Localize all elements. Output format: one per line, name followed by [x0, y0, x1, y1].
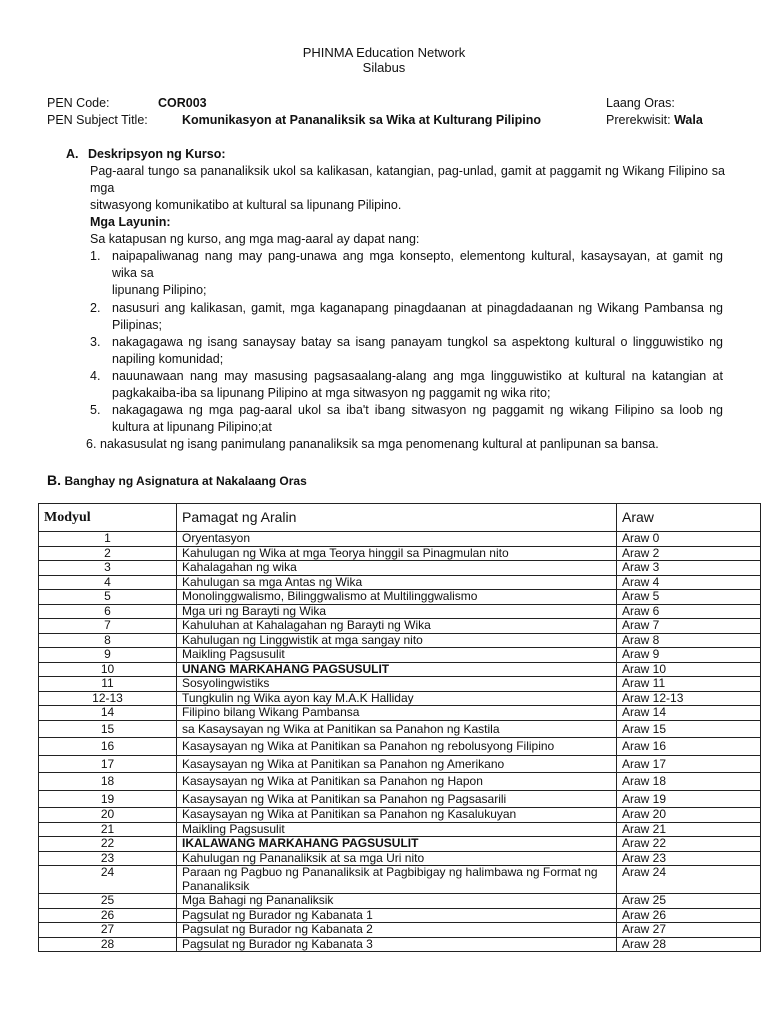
- araw-cell: Araw 27: [617, 923, 761, 938]
- modyul-cell: 4: [39, 575, 177, 590]
- pamagat-cell: Kahulugan ng Pananaliksik at sa mga Uri nito: [177, 851, 617, 866]
- pamagat-cell: Mga uri ng Barayti ng Wika: [177, 604, 617, 619]
- table-row: [39, 633, 761, 648]
- pamagat-cell: Maikling Pagsusulit: [177, 648, 617, 663]
- table-row: [39, 908, 761, 923]
- pamagat-cell: Pagsulat ng Burador ng Kabanata 1: [177, 908, 617, 923]
- modyul-cell: 8: [39, 633, 177, 648]
- goal-number: 5.: [90, 403, 101, 417]
- modyul-cell: 26: [39, 908, 177, 923]
- goal-text: Pilipinas;: [112, 318, 163, 332]
- pamagat-cell: Kahulugan sa mga Antas ng Wika: [177, 575, 617, 590]
- table-row: [39, 720, 761, 738]
- table-row: [39, 532, 761, 547]
- goals-intro: Sa katapusan ng kurso, ang mga mag-aaral ay dapat nang:: [90, 232, 420, 246]
- pamagat-cell: Kasaysayan ng Wika at Panitikan sa Panahon ng rebolusyong Filipino: [177, 738, 617, 756]
- table-row: [39, 894, 761, 909]
- modyul-cell: 28: [39, 937, 177, 952]
- goal-text: nakasusulat ng isang panimulang pananaliksik sa mga penomenang kultural at panlipunan sa bansa.: [100, 437, 659, 451]
- araw-cell: Araw 20: [617, 808, 761, 823]
- table-body: [39, 532, 761, 952]
- column-header-pamagat: Pamagat ng Aralin: [177, 504, 617, 532]
- modyul-cell: 19: [39, 790, 177, 808]
- araw-cell: Araw 16: [617, 738, 761, 756]
- description-line: mga: [90, 181, 115, 195]
- modyul-cell: 22: [39, 837, 177, 852]
- modyul-cell: 3: [39, 561, 177, 576]
- pamagat-cell: Kahulugan ng Wika at mga Teorya hinggil sa Pinagmulan nito: [177, 546, 617, 561]
- pamagat-cell: Kahulugan ng Linggwistik at mga sangay nito: [177, 633, 617, 648]
- pamagat-cell: Kasaysayan ng Wika at Panitikan sa Panahon ng Amerikano: [177, 755, 617, 773]
- doc-title: Silabus: [362, 60, 406, 75]
- section-a-title: Deskripsyon ng Kurso:: [87, 147, 226, 161]
- araw-cell: Araw 23: [617, 851, 761, 866]
- pamagat-cell: Sosyolingwistiks: [177, 677, 617, 692]
- pamagat-cell: Tungkulin ng Wika ayon kay M.A.K Halliday: [177, 691, 617, 706]
- table-header-row: [39, 504, 761, 532]
- modyul-cell: 27: [39, 923, 177, 938]
- table-row: [39, 662, 761, 677]
- prereq-label: Prerekwisit:: [606, 113, 671, 127]
- goal-text: napiling komunidad;: [112, 352, 224, 366]
- araw-cell: Araw 3: [617, 561, 761, 576]
- subject-title-label: PEN Subject Title:: [47, 113, 148, 127]
- araw-cell: Araw 2: [617, 546, 761, 561]
- pamagat-cell: Paraan ng Pagbuo ng Pananaliksik at Pagbibigay ng halimbawa ng Format ng Pananaliksik: [177, 866, 617, 894]
- modyul-cell: 20: [39, 808, 177, 823]
- goal-text: nakagagawa ng mga pag-aaral ukol sa iba't ibang sitwasyon ng paggamit ng wikang Filipino sa loob ng: [112, 403, 723, 417]
- pamagat-cell: sa Kasaysayan ng Wika at Panitikan sa Panahon ng Kastila: [177, 720, 617, 738]
- section-a-letter: A.: [66, 147, 79, 161]
- column-header-modyul: Modyul: [39, 504, 177, 532]
- modyul-cell: 24: [39, 866, 177, 894]
- pamagat-cell: Kahalagahan ng wika: [177, 561, 617, 576]
- pen-code-label: PEN Code:: [47, 96, 110, 110]
- table-row: [39, 590, 761, 605]
- pamagat-cell: IKALAWANG MARKAHANG PAGSUSULIT: [177, 837, 617, 852]
- modyul-cell: 14: [39, 706, 177, 721]
- org-name: PHINMA Education Network: [302, 45, 466, 60]
- pamagat-cell: Filipino bilang Wikang Pambansa: [177, 706, 617, 721]
- araw-cell: Araw 10: [617, 662, 761, 677]
- goal-number: 6.: [86, 437, 97, 451]
- description-line: sitwasyong komunikatibo at kultural sa lipunang Pilipino.: [90, 198, 402, 212]
- table-row: [39, 851, 761, 866]
- modyul-cell: 12-13: [39, 691, 177, 706]
- table-row: [39, 691, 761, 706]
- table-row: [39, 546, 761, 561]
- table-row: [39, 808, 761, 823]
- araw-cell: Araw 18: [617, 773, 761, 791]
- modyul-cell: 11: [39, 677, 177, 692]
- table-row: [39, 677, 761, 692]
- pamagat-cell: Pagsulat ng Burador ng Kabanata 2: [177, 923, 617, 938]
- goal-text: nakagagawa ng isang sanaysay batay sa isang panayam tungkol sa aspektong kultural o lingguwistiko ng: [112, 335, 723, 349]
- araw-cell: Araw 19: [617, 790, 761, 808]
- column-header-araw: Araw: [617, 504, 761, 532]
- section-course-outline-heading: [47, 472, 307, 488]
- goal-number: 1.: [90, 249, 101, 263]
- araw-cell: Araw 21: [617, 822, 761, 837]
- araw-cell: Araw 17: [617, 755, 761, 773]
- table-row: [39, 937, 761, 952]
- modyul-cell: 16: [39, 738, 177, 756]
- pamagat-cell: Monolinggwalismo, Bilinggwalismo at Multilinggwalismo: [177, 590, 617, 605]
- pamagat-cell: Mga Bahagi ng Pananaliksik: [177, 894, 617, 909]
- table-row: [39, 575, 761, 590]
- goal-number: 3.: [90, 335, 101, 349]
- subject-title-value: Komunikasyon at Pananaliksik sa Wika at Kulturang Pilipino: [182, 113, 542, 127]
- pamagat-cell: Kasaysayan ng Wika at Panitikan sa Panahon ng Hapon: [177, 773, 617, 791]
- goal-number: 2.: [90, 301, 101, 315]
- modyul-cell: 5: [39, 590, 177, 605]
- modyul-cell: 25: [39, 894, 177, 909]
- syllabus-table: [38, 503, 761, 952]
- modyul-cell: 23: [39, 851, 177, 866]
- hours-label: Laang Oras:: [606, 96, 675, 110]
- araw-cell: Araw 26: [617, 908, 761, 923]
- table-row: [39, 790, 761, 808]
- araw-cell: Araw 4: [617, 575, 761, 590]
- prereq-field: [606, 113, 703, 127]
- table-row: [39, 822, 761, 837]
- section-b-title: Banghay ng Asignatura at Nakalaang Oras: [64, 474, 307, 488]
- goal-number: 4.: [90, 369, 101, 383]
- table-row: [39, 923, 761, 938]
- description-line: Pag-aaral tungo sa pananaliksik ukol sa kalikasan, katangian, pag-unlad, gamit at paggamit ng Wikang Filipino sa: [90, 164, 725, 178]
- pamagat-cell: Kasaysayan ng Wika at Panitikan sa Panahon ng Pagsasarili: [177, 790, 617, 808]
- goals-title: Mga Layunin:: [90, 215, 171, 229]
- pamagat-cell: Kasaysayan ng Wika at Panitikan sa Panahon ng Kasalukuyan: [177, 808, 617, 823]
- araw-cell: Araw 12-13: [617, 691, 761, 706]
- araw-cell: Araw 0: [617, 532, 761, 547]
- table-row: [39, 706, 761, 721]
- goal-text: pagkakaiba-iba sa lipunang Pilipino at mga sitwasyon ng paggamit ng wika rito;: [112, 386, 551, 400]
- table-row: [39, 561, 761, 576]
- araw-cell: Araw 28: [617, 937, 761, 952]
- goal-text: nauunawaan nang may masusing pagsasaalang-alang ang mga lingguwistiko at kultural na katangian at: [112, 369, 723, 383]
- modyul-cell: 21: [39, 822, 177, 837]
- araw-cell: Araw 15: [617, 720, 761, 738]
- modyul-cell: 18: [39, 773, 177, 791]
- araw-cell: Araw 14: [617, 706, 761, 721]
- table-row: [39, 604, 761, 619]
- pamagat-cell: UNANG MARKAHANG PAGSUSULIT: [177, 662, 617, 677]
- modyul-cell: 2: [39, 546, 177, 561]
- goal-text: wika sa: [112, 266, 154, 280]
- modyul-cell: 10: [39, 662, 177, 677]
- modyul-cell: 1: [39, 532, 177, 547]
- table-row: [39, 837, 761, 852]
- table-row: [39, 648, 761, 663]
- goal-text: lipunang Pilipino;: [112, 283, 207, 297]
- pamagat-cell: Pagsulat ng Burador ng Kabanata 3: [177, 937, 617, 952]
- modyul-cell: 9: [39, 648, 177, 663]
- araw-cell: Araw 9: [617, 648, 761, 663]
- pamagat-cell: Oryentasyon: [177, 532, 617, 547]
- modyul-cell: 6: [39, 604, 177, 619]
- goal-text: kultura at lipunang Pilipino;at: [112, 420, 272, 434]
- pamagat-cell: Maikling Pagsusulit: [177, 822, 617, 837]
- table-row: [39, 866, 761, 894]
- araw-cell: Araw 24: [617, 866, 761, 894]
- araw-cell: Araw 8: [617, 633, 761, 648]
- prereq-value: Wala: [674, 113, 703, 127]
- goal-text: nasusuri ang kalikasan, gamit, mga kaganapang pinagdaanan at pinagdadaanan ng Wikang Pambansa ng: [112, 301, 723, 315]
- modyul-cell: 17: [39, 755, 177, 773]
- goal-text: naipapaliwanag nang may pang-unawa ang mga konsepto, elementong kultural, kasaysayan, at gamit ng: [112, 249, 723, 263]
- section-b-letter: B.: [47, 472, 61, 488]
- araw-cell: Araw 6: [617, 604, 761, 619]
- table-row: [39, 619, 761, 634]
- table-row: [39, 738, 761, 756]
- pen-code-value: COR003: [158, 96, 207, 110]
- araw-cell: Araw 11: [617, 677, 761, 692]
- pamagat-cell: Kahuluhan at Kahalagahan ng Barayti ng Wika: [177, 619, 617, 634]
- araw-cell: Araw 25: [617, 894, 761, 909]
- table-row: [39, 755, 761, 773]
- table-row: [39, 773, 761, 791]
- araw-cell: Araw 5: [617, 590, 761, 605]
- modyul-cell: 15: [39, 720, 177, 738]
- modyul-cell: 7: [39, 619, 177, 634]
- araw-cell: Araw 7: [617, 619, 761, 634]
- araw-cell: Araw 22: [617, 837, 761, 852]
- section-a-heading: [66, 146, 226, 163]
